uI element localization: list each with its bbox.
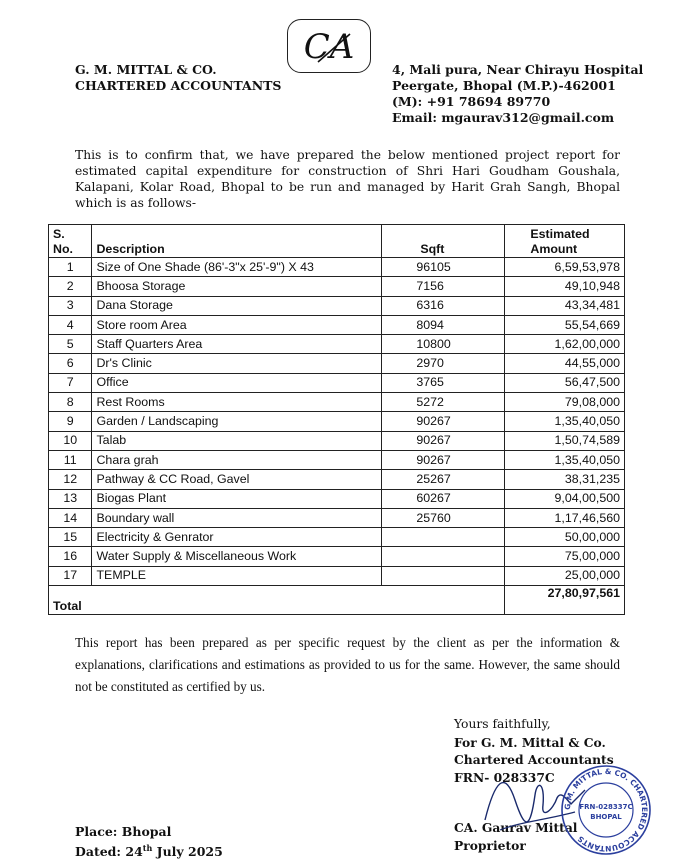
row-sqft: 6316 (382, 296, 505, 315)
total-amount: 27,80,97,561 (505, 586, 625, 615)
table-row (49, 508, 625, 527)
row-sqft: 60267 (382, 489, 505, 508)
firm-name: G. M. MITTAL & CO. (75, 62, 217, 77)
table-row (49, 566, 625, 585)
table-row (49, 470, 625, 489)
date-line: Dated: 24th July 2025 (75, 843, 223, 860)
ca-logo (287, 19, 371, 73)
row-sno: 15 (49, 528, 92, 547)
row-amount: 25,00,000 (505, 566, 625, 585)
row-description: Water Supply & Miscellaneous Work (92, 547, 382, 566)
row-sqft: 3765 (382, 373, 505, 392)
row-amount: 50,00,000 (505, 528, 625, 547)
stamp-ring-text: G.M. MITTAL & CO. CHARTERED ACCOUNTANTS (562, 766, 650, 854)
table-row (49, 431, 625, 450)
stamp-city: BHOPAL (590, 813, 622, 821)
address-line1: 4, Mali pura, Near Chirayu Hospital (392, 62, 644, 77)
row-amount: 79,08,000 (505, 393, 625, 412)
row-description: Electricity & Genrator (92, 528, 382, 547)
header-sqft: Sqft (382, 225, 505, 258)
row-description: Store room Area (92, 315, 382, 334)
total-row (49, 586, 625, 615)
row-sno: 8 (49, 393, 92, 412)
row-description: Pathway & CC Road, Gavel (92, 470, 382, 489)
row-amount: 75,00,000 (505, 547, 625, 566)
row-description: Staff Quarters Area (92, 335, 382, 354)
table-row (49, 258, 625, 277)
signatory-role: Proprietor (454, 837, 526, 853)
stamp-frn: FRN-028337C (579, 803, 633, 811)
row-sno: 9 (49, 412, 92, 431)
row-description: Chara grah (92, 450, 382, 469)
firm-stamp (560, 764, 652, 856)
row-sqft: 10800 (382, 335, 505, 354)
row-sqft: 25760 (382, 508, 505, 527)
closing-line: Yours faithfully, (454, 717, 551, 731)
row-sno: 1 (49, 258, 92, 277)
row-amount: 6,59,53,978 (505, 258, 625, 277)
row-amount: 56,47,500 (505, 373, 625, 392)
row-description: Rest Rooms (92, 393, 382, 412)
table-row (49, 393, 625, 412)
row-description: Bhoosa Storage (92, 277, 382, 296)
row-sno: 17 (49, 566, 92, 585)
row-sno: 14 (49, 508, 92, 527)
row-description: Boundary wall (92, 508, 382, 527)
table-row (49, 528, 625, 547)
table-row (49, 354, 625, 373)
row-description: TEMPLE (92, 566, 382, 585)
table-row (49, 547, 625, 566)
row-description: Dana Storage (92, 296, 382, 315)
row-sqft (382, 547, 505, 566)
row-sno: 4 (49, 315, 92, 334)
address-email: Email: mgaurav312@gmail.com (392, 110, 615, 125)
row-amount: 1,35,40,050 (505, 450, 625, 469)
firm-block (75, 62, 281, 94)
row-amount: 38,31,235 (505, 470, 625, 489)
estimate-table (48, 224, 625, 615)
firm-subtitle: CHARTERED ACCOUNTANTS (75, 78, 282, 93)
row-sno: 11 (49, 450, 92, 469)
row-amount: 1,17,46,560 (505, 508, 625, 527)
for-firm-line: For G. M. Mittal & Co. (454, 734, 606, 750)
row-amount: 55,54,669 (505, 315, 625, 334)
row-description: Garden / Landscaping (92, 412, 382, 431)
header-amount: Estimated Amount (505, 225, 625, 258)
address-block (392, 62, 643, 126)
table-row (49, 412, 625, 431)
row-sqft: 5272 (382, 393, 505, 412)
row-amount: 1,62,00,000 (505, 335, 625, 354)
row-sqft: 25267 (382, 470, 505, 489)
row-sqft (382, 528, 505, 547)
row-sno: 12 (49, 470, 92, 489)
row-sno: 6 (49, 354, 92, 373)
total-label: Total (49, 586, 92, 615)
table-row (49, 335, 625, 354)
row-amount: 49,10,948 (505, 277, 625, 296)
row-sqft: 90267 (382, 412, 505, 431)
row-sno: 5 (49, 335, 92, 354)
address-mobile: (M): +91 78694 89770 (392, 94, 551, 109)
disclaimer-paragraph: This report has been prepared as per specific request by the client as per the information & explanations, clarifications and estimations as provided to us for the same. However, the same should not be constituted as certified by us. (75, 635, 620, 694)
table-row (49, 489, 625, 508)
row-description: Talab (92, 431, 382, 450)
table-row (49, 296, 625, 315)
ca-logo-icon (288, 20, 370, 72)
address-line2: Peergate, Bhopal (M.P.)-462001 (392, 78, 616, 93)
row-sno: 2 (49, 277, 92, 296)
table-row (49, 315, 625, 334)
table-row (49, 373, 625, 392)
row-sqft: 7156 (382, 277, 505, 296)
row-sno: 16 (49, 547, 92, 566)
row-sqft: 8094 (382, 315, 505, 334)
row-sno: 10 (49, 431, 92, 450)
row-amount: 43,34,481 (505, 296, 625, 315)
row-description: Dr's Clinic (92, 354, 382, 373)
row-sqft (382, 566, 505, 585)
row-sqft: 2970 (382, 354, 505, 373)
row-sno: 3 (49, 296, 92, 315)
row-sno: 7 (49, 373, 92, 392)
place-line: Place: Bhopal (75, 824, 172, 839)
table-row (49, 277, 625, 296)
row-sno: 13 (49, 489, 92, 508)
row-description: Office (92, 373, 382, 392)
row-amount: 9,04,00,500 (505, 489, 625, 508)
row-amount: 1,50,74,589 (505, 431, 625, 450)
row-amount: 44,55,000 (505, 354, 625, 373)
row-description: Size of One Shade (86'-3"x 25'-9") X 43 (92, 258, 382, 277)
header-sno: S. No. (49, 225, 92, 258)
header-description: Description (92, 225, 382, 258)
frn-line: FRN- 028337C (454, 769, 555, 785)
place-date-block (75, 824, 223, 860)
row-sqft: 96105 (382, 258, 505, 277)
intro-paragraph: This is to confirm that, we have prepared the below mentioned project report for estimated capital expenditure for construction of Shri Hari Goudham Goushala, Kalapani, Kolar Road, Bhopal to be run and managed by Harit Grah Sangh, Bhopal which is as follows- (75, 148, 620, 210)
table-header-row (49, 225, 625, 258)
designation-line: Chartered Accountants (454, 752, 614, 767)
row-sqft: 90267 (382, 431, 505, 450)
row-description: Biogas Plant (92, 489, 382, 508)
row-amount: 1,35,40,050 (505, 412, 625, 431)
row-sqft: 90267 (382, 450, 505, 469)
signatory-name: CA. Gaurav Mittal (454, 820, 578, 835)
logo-text: CA (303, 27, 355, 67)
table-row (49, 450, 625, 469)
